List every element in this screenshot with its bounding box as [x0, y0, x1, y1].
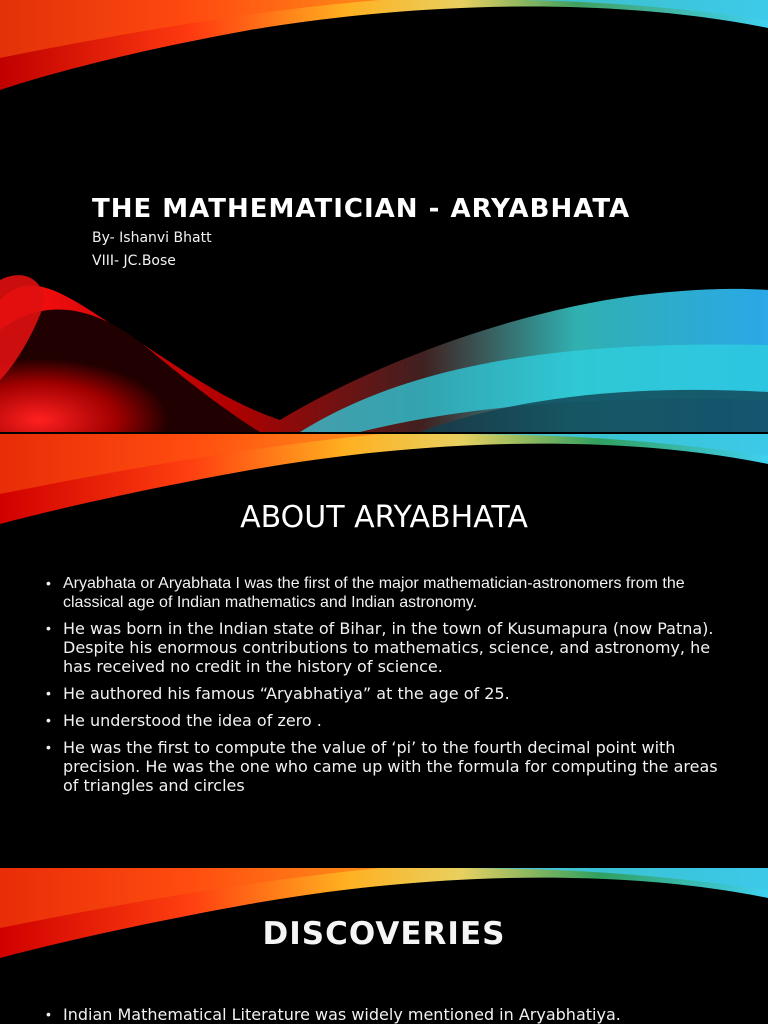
presentation-title: THE MATHEMATICIAN - ARYABHATA [92, 194, 631, 224]
list-item: • He was born in the Indian state of Bihar, in the town of Kusumapura (now Patna). Despite his enormous contributions to mathematics, science, and astronomy, he has received no credit in the history of science. [46, 619, 736, 676]
about-bullet-list [46, 574, 736, 803]
title-slide [0, 0, 768, 432]
discoveries-slide [0, 868, 768, 1024]
list-item: • He understood the idea of zero . [46, 711, 736, 730]
list-item: • Aryabhata or Aryabhata I was the first of the major mathematician-astronomers from the classical age of Indian mathematics and Indian astronomy. [46, 574, 736, 612]
about-heading: ABOUT ARYABHATA [240, 500, 528, 535]
list-item: • He was the first to compute the value of ‘pi’ to the fourth decimal point with precision. He was the one who came up with the formula for computing the areas of triangles and circles [46, 738, 736, 795]
class-section-line: VIII- JC.Bose [92, 253, 176, 269]
list-item: • He authored his famous “Aryabhatiya” at the age of 25. [46, 684, 736, 703]
discoveries-bullet-list [46, 1005, 736, 1024]
list-item: • Indian Mathematical Literature was widely mentioned in Aryabhatiya. [46, 1005, 736, 1024]
discoveries-heading: DISCOVERIES [262, 916, 506, 952]
author-line: By- Ishanvi Bhatt [92, 230, 212, 246]
about-slide [0, 434, 768, 866]
